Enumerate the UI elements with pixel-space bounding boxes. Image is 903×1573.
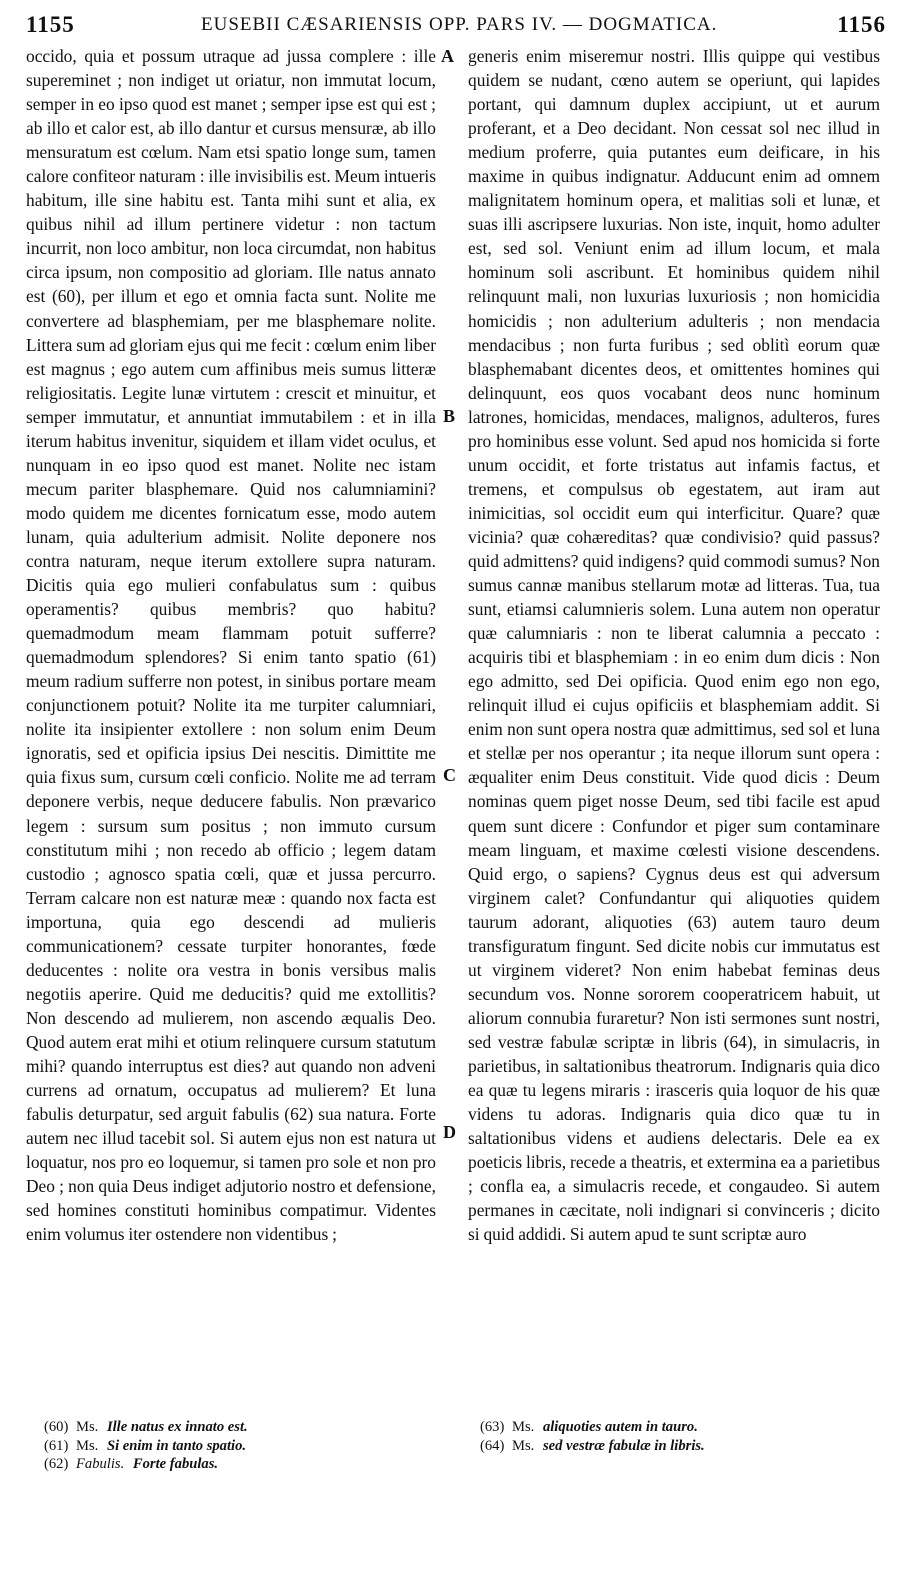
footnote-source: Fabulis. [75, 1456, 125, 1472]
footnote-number: (60) [44, 1419, 69, 1435]
page-number-right: 1156 [837, 12, 886, 37]
left-column-text: occido, quia et possum utraque ad jussa complere : ille supereminet ; non indiget ut oriatur, non immutat locum, semper in eo ipso quod est manet ; semper ipse est qui est ; ab illo et calor est, ab illo dantur et cursus mensuræ, ab illo mensuratum est cœlum. Nam etsi spatio longe sum, tamen calore confiteor naturam : ille invisibilis est. Meum intueris habitum, ille sine habitu est. Tanta mihi sunt et alia, ex quibus nihil ad illum pertinere videtur : non tactum incurrit, non loco ambitur, non loca circumdat, non habitus circa ipsum, non compositio ad gloriam. Ille natus annato est (60), per illum et ego et omnia facta sunt. Nolite me convertere ad blasphemiam, per me blasphemare nolite. Littera sum ad gloriam ejus qui me fecit : cœlum enim liber est magnus ; ego autem cum affinibus meis sumus litteræ religiositatis. Legite lunæ virtutem : crescit et minuitur, et semper immutatur, et annuntiat immutabilem : et in illa iterum habitus invenitur, siquidem et illam videt oculus, et nunquam in eo ipso quod est manet. Nolite nec istam mecum pariter blasphemare. Quid nos calumniamini? modo quidem me dicentes fornicatum esse, modo autem lunam, quia adulterium admisit. Nolite deponere nos contra naturam, neque iterum extollere supra naturam. Dicitis quia ego mulieri confabulatus sum : quibus operamentis? quibus membris? quo habitu? quemadmodum meam flammam potuit sufferre? quemadmodum splendores? Si enim tanto spatio (61) meum radium sufferre non potest, in sinibus portare meam conjunctionem potuit? Nolite ita me turpiter calumniari, nolite ita insipienter extollere : non solum enim Deum ignoratis, sed et opificia ipsius Dei nescitis. Dimittite me quia fixus sum, cursum cœli conficio. Nolite me ad terram deponere verbis, neque deducere fabulis. Non prævarico legem : sursum sum positus ; non immuto cursum constitutum mihi ; non recedo ab officio ; legem datam custodio ; agnosco spatia cœli, quæ et jussa percurro. Terram calcare non est naturæ meæ : quando nox facta est importuna, quia ego descendi ad mulieris communicationem? cessate turpiter honorantes, fœde deducentes : nolite ora vestra in bonis versibus malis negotiis aperire. Quid me deducitis? quid me extollitis? Non descendo ad mulierem, non ascendo æqualis Deo. Quod autem erat mihi et otium relinquere cursum statutum mihi? quando interruptus est dies? aut quando non adveni currens ad ornatum, occupatus ad mulierem? Et luna fabulis deturpatur, sed arguit fabulis (62) sua natura. Forte autem nec illud tacebit sol. Si autem ejus non est natura ut loquatur, nos pro eo loquemur, si tamen pro sole et non pro Deo ; non quia Deus indiget adjutorio nostro et defensione, sed homines constituti hominibus compatimur. Videntes enim volumus iter ostendere non videntibus ; [26, 46, 436, 1245]
footnote-source: Ms. [75, 1419, 99, 1435]
right-column-text: generis enim miseremur nostri. Illis quippe qui vestibus quidem se nudant, cœno autem se operiunt, qui lapides portant, qui damnum duplex accipiunt, ut et aurum proferant, et a Deo decidant. Non cessat sol nec illud in medium proferre, quia putantes eum deificare, in his maxime in quibus indignatur. Adducunt enim ad omnem malignitatem hominum opera, et malitias soli et lunæ, et suas illi ascripsere luxurias. Non iste, inquit, homo adulter est, sed sol. Veniunt enim ad illum locum, et mala hominum soli ascribunt. Et hominibus quidem nihil relinquunt mali, non luxurias luxuriosis ; non homicidia homicidis ; non adulterium adulteris ; non mendacia mendacibus ; non furta furibus ; sed oblitì eorum quæ blasphemabant dicentes deos, et omittentes homines qui delinquunt, eos quos vocabant deos nunc hominum latrones, homicidas, mendaces, malignos, adulteros, fures pro hominibus esse volunt. Sed apud nos homicida si forte unum occidit, et forte tristatus aut infamis factus, et tremens, et compulsus ob egestatem, aut iram aut inimicitias, sol occidit eum qui interficitur. Quare? quæ vicinia? quæ cohæreditas? quæ condivisio? quid passus? quid admittens? quid indigens? quid commodi sumus? Non sumus cannæ manibus stellarum motæ ad litteras. Tua, tua sunt, etiamsi calumnieris solem. Luna autem non operatur quæ calumniaris : non te liberat calumnia a peccato : acquiris tibi et blasphemiam : in eo enim dum dicis : Non ego admitto, sed Dei opificia. Quod enim ego non ego, relinquit illud ei cujus opificiis et blasphemiam addit. Si enim non sunt opera nostra quæ admittimus, sed sol et luna et stellæ per nos operantur ; ita neque illorum sunt opera : æqualiter enim Deus constituit. Vide quod dicis : Deum nominas quem piget nosse Deum, sed tibi facile est apud quem sunt dicere : Confundor et piger sum contaminare meam linguam, et maxime cœlesti visione descendens. Quid ergo, o sapiens? Cygnus deus est qui adversum virginem calet? Confundantur qui aliquoties quidem taurum adorant, aliquoties (63) autem tauro deum transfiguratum fingunt. Sed dicite nobis cur immutatus est ut virginem videret? Non enim habebat feminas deus secundum vos. Nonne sororem cooperatricem habuit, ut aliorum connubia furaretur? Non isti sermones sunt nostri, sed vestræ fabulæ scriptæ in libris (64), in simulacris, in parietibus, in saltationibus theatrorum. Indignaris quia dico ea quæ tu legens miraris : irasceris quia loquor de his quæ videns tu adoras. Indignaris quia dico quæ tu in saltationibus videns et audiens delectaris. Dele ea ex poeticis libris, recede a theatris, et extermina ea a parietibus ; confla ea, a simulacris recede, et congaudeo. Si autem permanes in cæcitate, noli indignari si convinceris ; dicito si quid addidi. Si autem apud te sunt scriptæ auro [468, 46, 880, 1245]
margin-letter-d: D [443, 1122, 456, 1142]
footnote [44, 1418, 248, 1437]
footnote-source: Ms. [75, 1437, 99, 1454]
footnote-number: (63) [480, 1419, 505, 1435]
footnote [480, 1418, 705, 1437]
margin-letter-b: B [443, 406, 456, 426]
footnote-text: Ille natus ex innato est. [106, 1419, 248, 1435]
left-column [26, 44, 436, 1246]
page-number-left: 1155 [26, 12, 75, 37]
footnote [44, 1437, 248, 1456]
page-header [26, 10, 886, 44]
running-title: EUSEBII CÆSARIENSIS OPP. PARS IV. — DOGMATICA. [201, 14, 718, 35]
footnote-source: Ms. [511, 1437, 535, 1454]
footnotes-left [44, 1418, 248, 1474]
footnote [480, 1437, 705, 1456]
footnote-number: (62) [44, 1456, 69, 1472]
right-column [468, 44, 880, 1246]
footnote-text: Forte fabulas. [132, 1456, 219, 1472]
footnote-text: aliquoties autem in tauro. [542, 1419, 698, 1435]
footnote-source: Ms. [511, 1419, 535, 1435]
footnote-text: Si enim in tanto spatio. [106, 1437, 247, 1454]
footnote-number: (61) [44, 1437, 69, 1454]
footnotes-right [480, 1418, 705, 1455]
footnote-text: sed vestræ fabulæ in libris. [542, 1437, 705, 1454]
margin-letter-c: C [443, 765, 456, 785]
footnote [44, 1455, 248, 1474]
margin-letter-a: A [441, 46, 454, 66]
footnote-number: (64) [480, 1437, 505, 1454]
